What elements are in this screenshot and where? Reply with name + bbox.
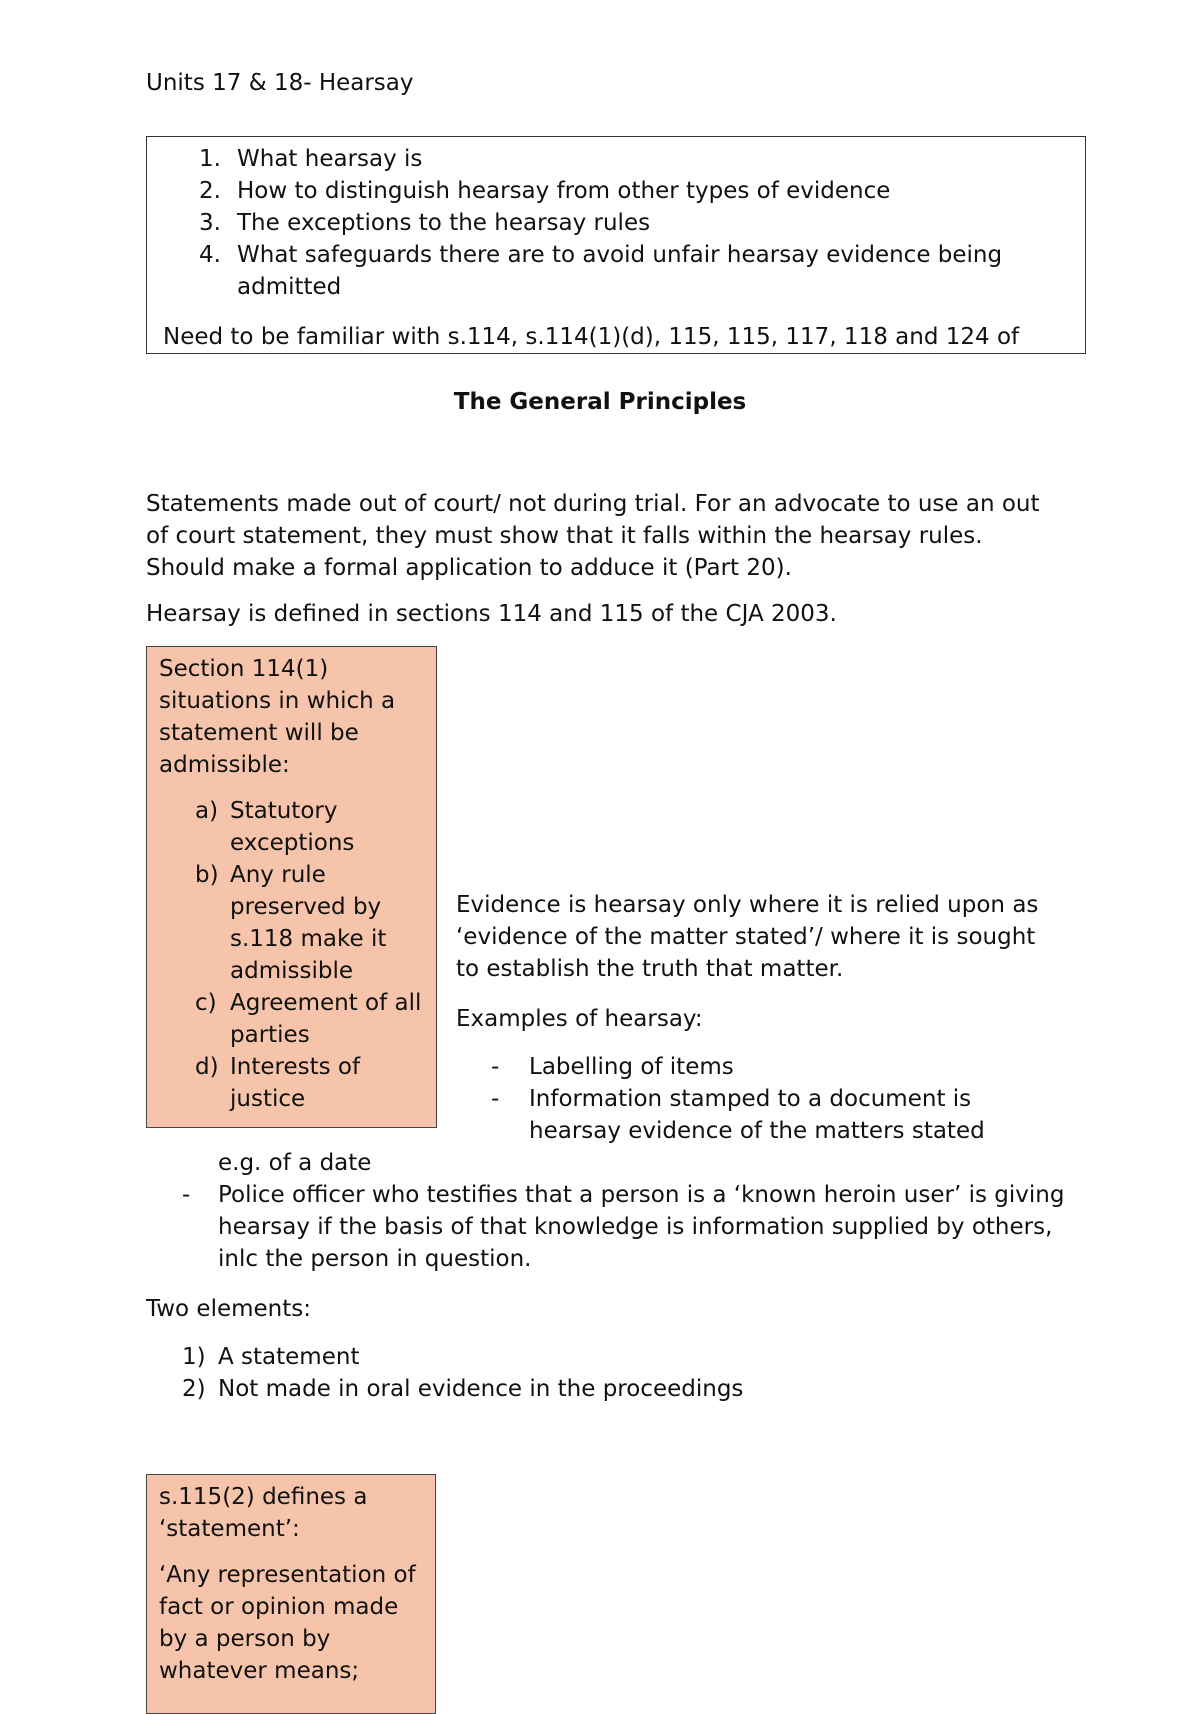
list-item: 2. How to distinguish hearsay from other types of evidence xyxy=(199,178,891,204)
list-item: - Police officer who testifies that a person is a ‘known heroin user’ is giving hearsay if the basis of that knowledge is information supplied by others, inlc the person in question. xyxy=(182,1182,1065,1272)
list-item: 1. What hearsay is xyxy=(199,146,423,172)
list-item: a) Statutory exceptions xyxy=(195,798,355,856)
familiar-sections-note: Need to be familiar with s.114, s.114(1)(d), 115, 115, 117, 118 and 124 of xyxy=(163,324,1020,350)
police-example-list xyxy=(146,1179,1066,1275)
two-elements-label: Two elements: xyxy=(146,1296,312,1322)
list-item: c) Agreement of all parties xyxy=(195,990,422,1048)
list-item: d) Interests of justice xyxy=(195,1054,361,1112)
list-item: b) Any rule preserved by s.118 make it admissible xyxy=(195,862,387,984)
box-115-intro: s.115(2) defines a ‘statement’: xyxy=(159,1484,368,1542)
intro-paragraph: Statements made out of court/ not during trial. For an advocate to use an out of court statement, they must show that it falls within the hearsay rules. Should make a formal application to adduce it (Part 20). xyxy=(146,491,1040,581)
list-item: 3. The exceptions to the hearsay rules xyxy=(199,210,651,236)
example-continuation: e.g. of a date xyxy=(218,1150,372,1176)
box-114-intro: Section 114(1) situations in which a statement will be admissible: xyxy=(159,656,396,778)
learning-objectives-box xyxy=(146,136,1086,354)
list-item: - Labelling of items xyxy=(491,1054,734,1080)
admissibility-list xyxy=(159,795,424,1115)
definition-paragraph: Hearsay is defined in sections 114 and 115 of the CJA 2003. xyxy=(146,601,837,627)
statement-definition-quote: ‘Any representation of fact or opinion made by a person by whatever means; xyxy=(159,1562,416,1684)
list-item: - Information stamped to a document is hearsay evidence of the matters stated xyxy=(491,1086,985,1144)
section-heading: The General Principles xyxy=(453,389,747,415)
list-item: 1) A statement xyxy=(182,1344,360,1370)
two-elements-list xyxy=(146,1341,1066,1405)
document-title: Units 17 & 18- Hearsay xyxy=(146,70,414,96)
examples-label: Examples of hearsay: xyxy=(456,1006,703,1032)
objectives-list xyxy=(147,143,1067,303)
list-item: 4. What safeguards there are to avoid unfair hearsay evidence being admitted xyxy=(199,242,1003,300)
evidence-paragraph: Evidence is hearsay only where it is relied upon as ‘evidence of the matter stated’/ where it is sought to establish the truth that matter. xyxy=(456,892,1039,982)
section-114-box xyxy=(146,646,437,1128)
examples-list xyxy=(456,1051,1056,1147)
section-115-box xyxy=(146,1474,436,1714)
list-item: 2) Not made in oral evidence in the proceedings xyxy=(182,1376,744,1402)
